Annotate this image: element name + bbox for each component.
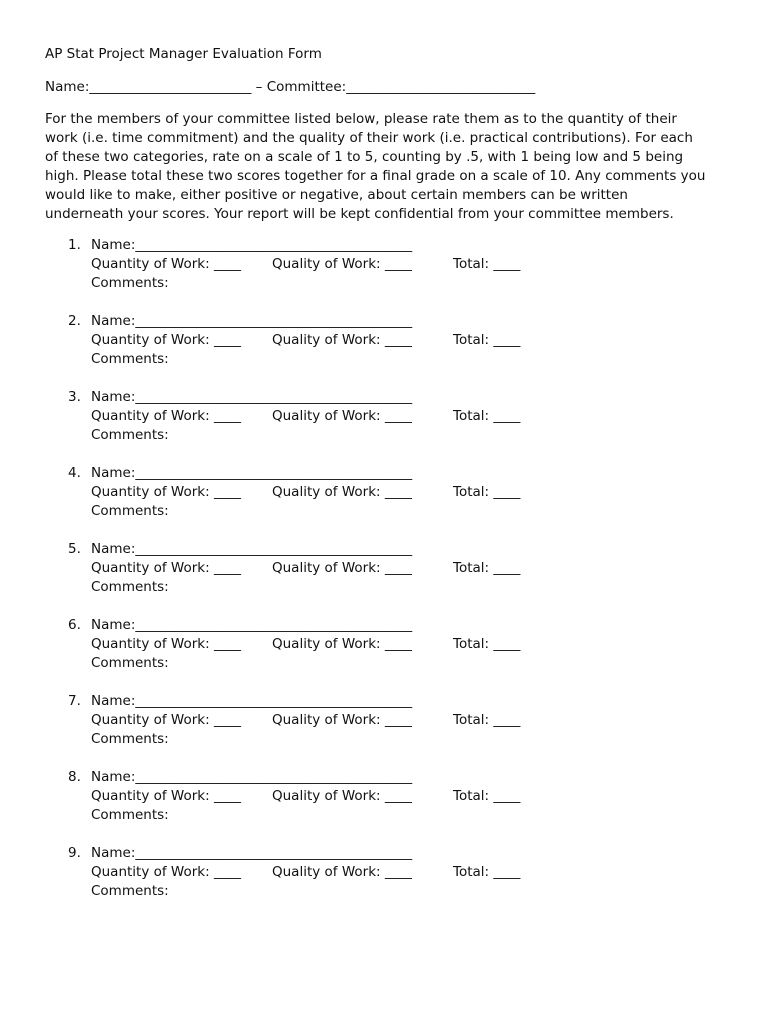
quality-of-work-field: Quality of Work: ____ — [272, 636, 412, 652]
quality-of-work-field: Quality of Work: ____ — [272, 256, 412, 272]
member-entry — [0, 541, 770, 617]
quantity-of-work-field: Quantity of Work: ____ — [91, 864, 241, 880]
quantity-of-work-field: Quantity of Work: ____ — [91, 712, 241, 728]
comments-label: Comments: — [91, 427, 169, 443]
quantity-of-work-field: Quantity of Work: ____ — [91, 560, 241, 576]
member-list — [0, 237, 770, 921]
quality-of-work-field: Quality of Work: ____ — [272, 788, 412, 804]
comments-label: Comments: — [91, 351, 169, 367]
instructions-paragraph — [45, 110, 735, 224]
member-number: 6. — [68, 617, 81, 633]
total-field: Total: ____ — [453, 484, 521, 500]
member-name-field: Name:_________________________________________ — [91, 389, 413, 405]
quality-of-work-field: Quality of Work: ____ — [272, 560, 412, 576]
member-name-field: Name:_________________________________________ — [91, 617, 413, 633]
quality-of-work-field: Quality of Work: ____ — [272, 332, 412, 348]
quantity-of-work-field: Quantity of Work: ____ — [91, 636, 241, 652]
member-name-field: Name:_________________________________________ — [91, 693, 413, 709]
total-field: Total: ____ — [453, 560, 521, 576]
member-name-field: Name:_________________________________________ — [91, 845, 413, 861]
member-entry — [0, 465, 770, 541]
comments-label: Comments: — [91, 275, 169, 291]
instructions-line: underneath your scores. Your report will be kept confidential from your committee members. — [45, 206, 674, 222]
member-name-field: Name:_________________________________________ — [91, 313, 413, 329]
total-field: Total: ____ — [453, 332, 521, 348]
member-number: 8. — [68, 769, 81, 785]
quantity-of-work-field: Quantity of Work: ____ — [91, 332, 241, 348]
comments-label: Comments: — [91, 655, 169, 671]
comments-label: Comments: — [91, 731, 169, 747]
total-field: Total: ____ — [453, 864, 521, 880]
member-number: 1. — [68, 237, 81, 253]
member-entry — [0, 693, 770, 769]
member-entry — [0, 389, 770, 465]
member-number: 3. — [68, 389, 81, 405]
instructions-line: would like to make, either positive or negative, about certain members can be written — [45, 187, 628, 203]
quantity-of-work-field: Quantity of Work: ____ — [91, 256, 241, 272]
quality-of-work-field: Quality of Work: ____ — [272, 712, 412, 728]
total-field: Total: ____ — [453, 788, 521, 804]
member-number: 2. — [68, 313, 81, 329]
quantity-of-work-field: Quantity of Work: ____ — [91, 408, 241, 424]
comments-label: Comments: — [91, 579, 169, 595]
member-number: 4. — [68, 465, 81, 481]
member-entry — [0, 845, 770, 921]
instructions-line: high. Please total these two scores together for a final grade on a scale of 10. Any comments you — [45, 168, 706, 184]
comments-label: Comments: — [91, 807, 169, 823]
member-entry — [0, 617, 770, 693]
member-name-field: Name:_________________________________________ — [91, 237, 413, 253]
quality-of-work-field: Quality of Work: ____ — [272, 864, 412, 880]
member-entry — [0, 313, 770, 389]
quantity-of-work-field: Quantity of Work: ____ — [91, 788, 241, 804]
member-number: 7. — [68, 693, 81, 709]
instructions-line: For the members of your committee listed below, please rate them as to the quantity of their — [45, 111, 677, 127]
member-number: 9. — [68, 845, 81, 861]
comments-label: Comments: — [91, 503, 169, 519]
member-entry — [0, 237, 770, 313]
quality-of-work-field: Quality of Work: ____ — [272, 484, 412, 500]
member-name-field: Name:_________________________________________ — [91, 465, 413, 481]
member-name-field: Name:_________________________________________ — [91, 769, 413, 785]
instructions-line: of these two categories, rate on a scale of 1 to 5, counting by .5, with 1 being low and 5 being — [45, 149, 684, 165]
quality-of-work-field: Quality of Work: ____ — [272, 408, 412, 424]
comments-label: Comments: — [91, 883, 169, 899]
total-field: Total: ____ — [453, 636, 521, 652]
instructions-line: work (i.e. time commitment) and the quality of their work (i.e. practical contributions). For each — [45, 130, 693, 146]
total-field: Total: ____ — [453, 256, 521, 272]
quantity-of-work-field: Quantity of Work: ____ — [91, 484, 241, 500]
member-name-field: Name:_________________________________________ — [91, 541, 413, 557]
total-field: Total: ____ — [453, 408, 521, 424]
form-title: AP Stat Project Manager Evaluation Form — [45, 46, 322, 62]
name-committee-line: Name:________________________ – Committee:____________________________ — [45, 79, 536, 95]
member-entry — [0, 769, 770, 845]
member-number: 5. — [68, 541, 81, 557]
total-field: Total: ____ — [453, 712, 521, 728]
